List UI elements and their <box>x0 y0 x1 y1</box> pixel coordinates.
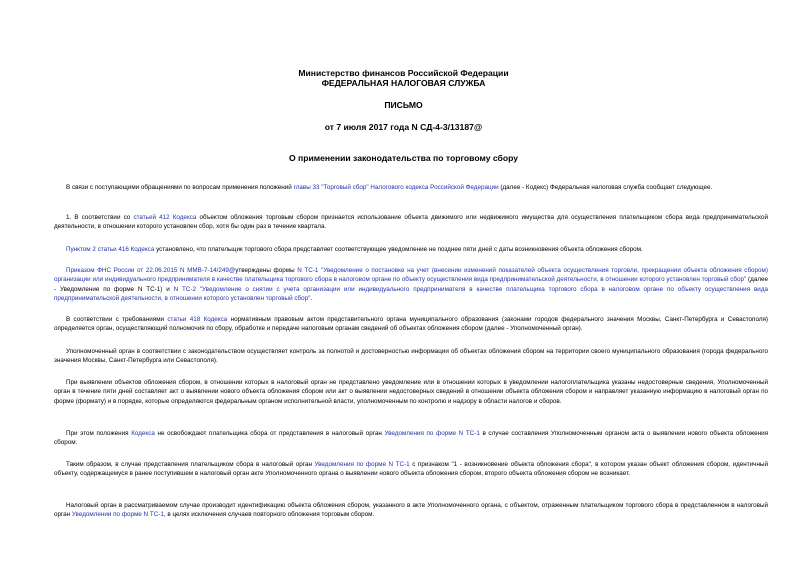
link-notification-ts-1[interactable]: Уведомлении по форме N ТС-1 <box>71 511 164 519</box>
link-fns-order[interactable]: Приказом ФНС России от 22.06.2015 N ММВ-7-14/249@ <box>66 267 236 274</box>
paragraph: Налоговый орган в рассматриваемом случае производит идентификацию объекта обложения сбором, указанного в акте Уполномоченного органа, с объектом, отраженным плательщиком торгового сбора в представленном в налоговый орган Уведомлении по форме N ТС-1, в целях исключения случаев повторного обложения торговым сбором. <box>54 502 768 519</box>
link-article-418[interactable]: статьи 418 Кодекса <box>167 316 228 323</box>
document-type: ПИСЬМО <box>384 100 423 110</box>
document-date-number: от 7 июля 2017 года N СД-4-3/13187@ <box>324 122 483 132</box>
link-notification-ts-1[interactable]: Уведомления по форме N ТС-1 <box>314 461 410 468</box>
link-article-412[interactable]: статьей 412 Кодекса <box>133 214 197 221</box>
link-form-ts-2[interactable]: N ТС-2 "Уведомление о снятии с учета организации или индивидуального предпринимателя в качестве плательщика торгового сбора в налоговом органе по объекту осуществления вида предпринимательской деятельности, в отношении которого установлен торговый сбор" <box>54 285 768 303</box>
paragraph: В связи с поступающими обращениями по вопросам применения положений главы 33 "Торговый сбор" Налогового кодекса Российской Федерации (далее - Кодекс) Федеральная налоговая служба сообщает следующее. <box>66 184 713 191</box>
paragraph: Пунктом 2 статьи 416 Кодекса установлено, что плательщик торгового сбора представляет соответствующее уведомление не позднее пяти дней с даты возникновения объекта обложения сбором. <box>66 246 643 253</box>
link-code[interactable]: Кодекса <box>131 430 155 437</box>
paragraph: Таким образом, в случае представления плательщиком сбора в налоговый орган Уведомления по форме N ТС-1 с признаком "1 - возникновение объекта обложения сбора", в котором указан объект обложения сбором, идентичный объекту, содержащемуся в ранее поступившем в налоговый орган акте Уполномоченного органа о выявлении нового объекта обложения сбором, второго объекта обложения сбором не возникает. <box>54 461 768 478</box>
service-heading: ФЕДЕРАЛЬНАЯ НАЛОГОВАЯ СЛУЖБА <box>321 78 486 88</box>
paragraph: 1. В соответствии со статьей 412 Кодекса объектом обложения торговым сбором признается использование объекта движимого или недвижимого имущества для осуществления плательщиком сбора вида предпринимательской деятельности, в отношении которого установлен сбор, хотя бы один раз в течение квартала. <box>54 214 768 231</box>
paragraph: Приказом ФНС России от 22.06.2015 N ММВ-7-14/249@утверждены формы N ТС-1 "Уведомление о постановке на учет (внесении изменений показателей объекта осуществления торговли, прекращении объекта обложения сбором) организации или индивидуального предпринимателя в качестве плательщика торгового сбора в налоговом органе по объекту осуществления вида предпринимательской деятельности, в отношении которого установлен торговый сбор" (далее - Уведомление по форме N ТС-1) и N ТС-2 "Уведомление о снятии с учета организации или индивидуального предпринимателя в качестве плательщика торгового сбора в налоговом органе по объекту осуществления вида предпринимательской деятельности, в отношении которого установлен торговый сбор". <box>54 267 768 303</box>
link-chapter-33[interactable]: главы 33 "Торговый сбор" Налогового кодекса Российской Федерации <box>293 184 499 191</box>
link-notification-ts-1[interactable]: Уведомления по форме N ТС-1 <box>384 430 480 437</box>
paragraph: В соответствии с требованиями статьи 418 Кодекса нормативным правовым актом представительного органа муниципального образования (законами городов федерального значения Москвы, Санкт-Петербурга и Севастополя) определяется орган, осуществляющий полномочия по сбору, обработке и передаче налоговым органам сведений об объектах обложения сбором (далее - Уполномоченный орган). <box>54 316 769 333</box>
document-subject: О применении законодательства по торговому сбору <box>288 153 519 163</box>
paragraph: Уполномоченный орган в соответствии с законодательством осуществляет контроль за полнотой и достоверностью информации об объектах обложения сбором на территории своего муниципального образования (города федерального значения Москвы, Санкт-Петербурга или Севастополя). <box>54 348 768 365</box>
link-article-416[interactable]: Пунктом 2 статьи 416 Кодекса <box>66 246 155 253</box>
ministry-heading: Министерство финансов Российской Федерации <box>298 68 509 78</box>
link-form-ts-1[interactable]: N ТС-1 "Уведомление о постановке на учет (внесении изменений показателей объекта осуществления торговли, прекращении объекта обложения сбором) организации или индивидуального предпринимателя в качестве плательщика торгового сбора в налоговом органе по объекту осуществления вида предпринимательской деятельности, в отношении которого установлен торговый сбор" <box>54 267 768 284</box>
paragraph: При выявлении объектов обложения сбором, в отношении которых в налоговый орган не представлено уведомление или в отношении которых в уведомлении налогоплательщика указаны недостоверные сведения, Уполномоченный орган в течение пяти дней составляет акт о выявлении нового объекта обложения сбором или акт о выявлении недостоверных сведений в отношении объекта обложения сбором и направляет указанную информацию в налоговый орган по форме (формату) и в порядке, которые определяются федеральным органом исполнительной власти, уполномоченным по контролю и надзору в области налогов и сборов. <box>54 379 768 405</box>
paragraph: При этом положения Кодекса не освобождают плательщика сбора от представления в налоговый орган Уведомления по форме N ТС-1 в случае составления Уполномоченным органом акта о выявлении нового объекта обложения сбором. <box>54 430 768 447</box>
